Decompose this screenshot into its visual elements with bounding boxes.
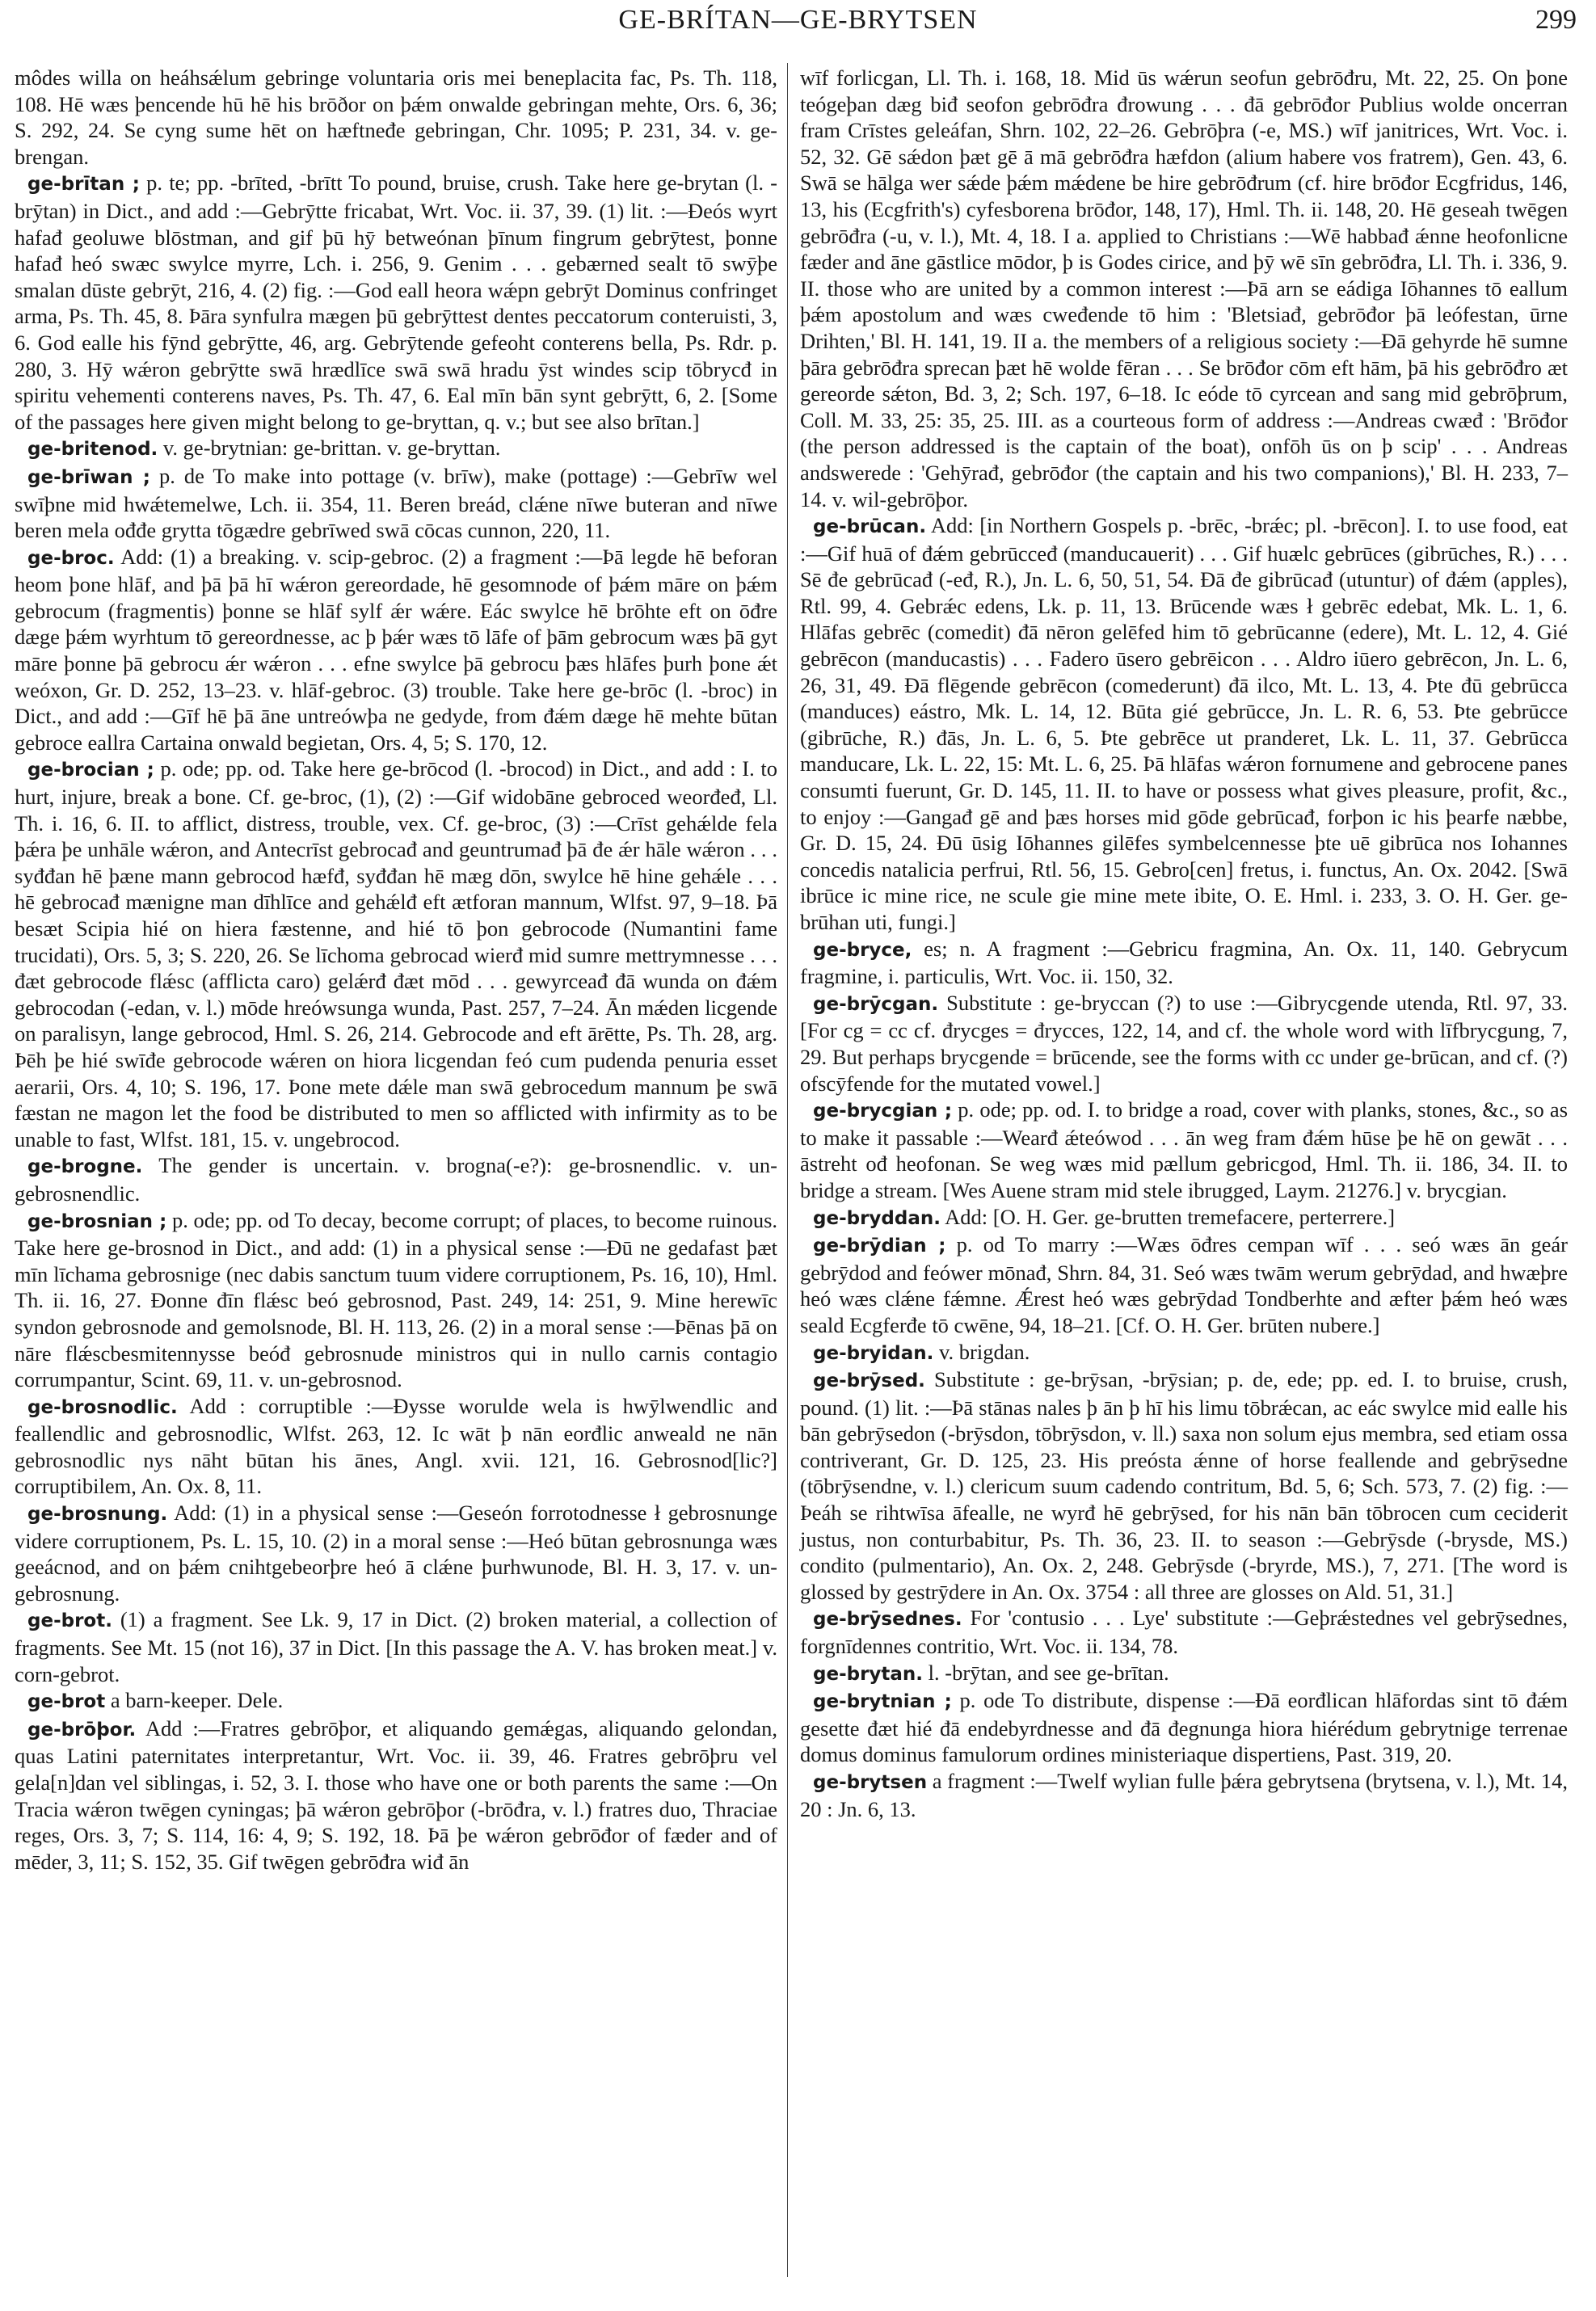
entry-headword: ge-brocian ; (27, 760, 154, 781)
column-divider (787, 63, 788, 2277)
dictionary-entry (800, 1231, 1568, 1338)
entry-headword: ge-brītan ; (27, 174, 140, 196)
right-column (800, 65, 1568, 1822)
dictionary-entry (800, 1768, 1568, 1822)
dictionary-entry (800, 1605, 1568, 1659)
entry-text: v. brigdan. (939, 1339, 1030, 1364)
entry-headword: ge-brogne. (27, 1156, 143, 1178)
dictionary-entry (15, 1687, 777, 1715)
entry-headword: ge-brīwan ; (27, 466, 151, 488)
entry-headword: ge-brosnodlic. (27, 1396, 178, 1418)
entry-headword: ge-brosnung. (27, 1504, 168, 1526)
entry-headword: ge-brytsen (813, 1772, 928, 1793)
dictionary-entry (800, 1204, 1568, 1232)
running-title: GE-BRÍTAN—GE-BRYTSEN (618, 5, 978, 35)
entry-text: Substitute : ge-bryccan (?) to use :—Gibrycgende utenda, Rtl. 97, 33. [For cg = cc cf. đrycges = đrycces, 122, 14, and cf. the whole word with līfbrycgung, 7, 29. But perhaps brycgende = brūcende, see the forms with cc under ge-brūcan, and cf. (?) ofscȳfende for the mutated vowel.] (800, 990, 1569, 1096)
entry-text: Add : corruptible :—Ðysse worulde wela is hwȳlwendlic and feallendlic and gebrosnodlic, Wlfst. 263, 12. Ic wāt þ nān eorđlic anweald ne nān gebrosnodlic nys nāht būtan his ānes, Angl. xvii. 121, 16. Gebrosnod[lic?] corruptibilem, An. Ox. 8, 11. (15, 1393, 777, 1499)
dictionary-entry (800, 1687, 1568, 1768)
entry-headword: ge-brot. (27, 1610, 112, 1632)
entry-headword: ge-brycgian ; (813, 1101, 953, 1122)
entry-text: p. de To make into pottage (v. brīw), make (pottage) :—Gebrīw wel swīþne mid hwǽtemelwe, Lch. ii. 354, 11. Beren breád, clǽne nīwe buteran and nīwe beren mela ođđe grytta tōgædre gebrīwed swā cōcas cunnon, 220, 11. (15, 463, 778, 543)
entry-headword: ge-brȳsed. (813, 1370, 925, 1392)
dictionary-entry (15, 1715, 777, 1875)
dictionary-entry (15, 1500, 777, 1606)
dictionary-entry (15, 544, 777, 756)
entry-text: The gender is uncertain. v. brogna(-e?): ge-brosnendlic. v. un-gebrosnendlic. (15, 1153, 777, 1206)
dictionary-entry (15, 1152, 777, 1206)
entry-headword: ge-brȳsednes. (813, 1609, 962, 1631)
page-number: 299 (1535, 5, 1577, 35)
entry-text: môdes willa on heáhsǽlum gebringe voluntaria oris mei beneplacita fac, Ps. Th. 118, 108. Hē wæs þencende hū hē his brōðor on þǽm onwalde gebringan mehte, Ors. 6, 36; S. 292, 24. Se cyng sume hēt on hæftneđe gebringan, Chr. 1095; P. 231, 34. v. ge-brengan. (15, 65, 777, 169)
entry-text: wīf forlicgan, Ll. Th. i. 168, 18. Mid ūs wǽrun seofun gebrōđru, Mt. 22, 25. On þone teógeþan dæg biđ seofon gebrōđra đrowung . . . đā gebrōđor Publius wolde oncerran fram Crīstes geleáfan, Shrn. 102, 22–26. Gebrōþra (-e, MS.) wīf janitrices, Wrt. Voc. i. 52, 32. Gē sǽdon þæt gē ā mā gebrōđra hæfdon (alium habere vos fratrem), Gen. 43, 6. Swā se hālga wer sǽde þǽm mǽdene be hire gebrōđrum (cf. hire brōđor Ecgfridus, 146, 13, his (Ecgfrith's) cyfesborena brōđor, 148, 17), Hml. Th. ii. 148, 20. Hē geseah twēgen gebrōđra (-u, v. l.), Mt. 4, 18. I a. applied to Christians :—Wē habbađ ǽnne heofonlicne fæder and āne gāstlice mōdor, þ is Godes cirice, and þȳ wē sīn gebrōđra, Ll. Th. i. 336, 9. II. those who are united by a common interest :—Þā arn se eádiga Iōhannes tō eallum þǽm apostolum and wæs cweđende tō him : 'Bletsiađ, gebrōđor þā leófestan, ūrne Drihten,' Bl. H. 141, 19. II a. the members of a religious society :—Đā gehyrde hē sumne þāra gebrōđra sprecan þæt hē wolde fēran . . . Se brōđor cōm eft hām, þā his gebrōđro æt gereorde sǽton, Bd. 3, 2; Sch. 197, 6–18. Ic eóde tō cyrcean and sang mid gebrōþrum, Coll. M. 33, 25: 35, 25. III. as a courteous form of address :—Andreas cwæđ : 'Brōđor (the person addressed is the captain of the boat), onfōh ūs on þ scip' . . . Andreas andswerede : 'Gehȳrađ, gebrōđor (the captain and his two companions),' Bl. H. 233, 7–14. v. wil-gebrōþor. (800, 65, 1568, 511)
entry-text: p. od To marry :—Wæs ōđres cempan wīf . . . seó wæs ān geár gebrȳdod and feówer mōnađ, Shrn. 84, 31. Seó wæs twām werum gebrȳdad, and hwæþre heó wæs clǽne fǽmne. Ǽrest heó wæs gebrȳdad Tondberhte and æfter þǽm heó wæs seald Ecgferđe tō cwēne, 94, 18–21. [Cf. O. H. Ger. brūten nubere.] (800, 1232, 1569, 1337)
entry-text: Add: (1) in a physical sense :—Geseón forrotodnesse ł gebrosnunge videre corruptionem, Ps. L. 15, 10. (2) in a moral sense :—Heó būtan gebrosnunga wæs geeácnod, and on þǽm cnihtgebeorþre heó ā clǽne þurhwunode, Bl. H. 3, 17. v. un-gebrosnung. (15, 1501, 777, 1606)
dictionary-entry (15, 756, 777, 1152)
dictionary-entry (15, 170, 777, 435)
entry-headword: ge-brot (27, 1691, 106, 1713)
entry-text: Add: [O. H. Ger. ge-brutten tremefacere, perterrere.] (945, 1204, 1396, 1229)
entry-headword: ge-brosnian ; (27, 1210, 167, 1232)
entry-text: p. te; pp. -brīted, -brītt To pound, bruise, crush. Take here ge-brytan (l. -brȳtan) in Dict., and add :—Gebrȳtte fricabat, Wrt. Voc. ii. 37, 39. (1) lit. :—Ðeós wyrt hafađ geoluwe blōstman, and gif þū hȳ betweónan þīnum fingrum gebrȳtest, þonne hafađ heó swæc swylce myrre, Lch. i. 256, 9. Genim . . . gebærned sealt tō swȳþe smalan dūste gebrȳt, 216, 4. (2) fig. :—God eall heora wǽpn gebrȳt Dominus confringet arma, Ps. Th. 45, 8. Þāra synfulra mægen þū gebrȳttest dentes peccatorum conteruisti, 3, 6. God ealle his fȳnd gebrȳtte, 46, arg. Gebrȳtende gefeoht conterens bella, Ps. Rdr. p. 280, 3. Hȳ wǽron gebrȳtte swā hrædlīce swā swā hradu ȳst windes scip tōbrycđ in spiritu vehementi conterens naves, Ps. Th. 47, 6. Eal mīn bān synt gebrȳtt, 6, 2. [Some of the passages here given might belong to ge-bryttan, q. v.; but see also brītan.] (15, 170, 777, 434)
entry-headword: ge-brūcan. (813, 516, 927, 538)
dictionary-entry (15, 1207, 777, 1393)
entry-text: Add: [in Northern Gospels p. -brēc, -brǽc; pl. -brēcon]. I. to use food, eat :—Gif huā of đǽm gebrūcceđ (manducauerit) . . . Gif huælc gebrūces (gibrūches, R.) . . . Sē đe gebrūcađ (-eđ, R.), Jn. L. 6, 50, 51, 54. Đā đe gibrūcađ (utuntur) of đǽm (apples), Rtl. 99, 4. Gebrǽc edens, Lk. p. 11, 13. Brūcende wæs ł gebrēc edebat, Mk. L. 1, 6. Hlāfas gebrēc (comedit) đā nēron gelēfed him tō gebrūcanne (edere), Mt. L. 12, 4. Gié gebrēcon (manducastis) . . . Fadero ūsero gebrēicon . . . Aldro iūero gebrēcon, Jn. L. 6, 26, 31, 49. Đā flēgende gebrēcon (comederunt) đā ilco, Mt. L. 13, 4. Þte đū gebrūcca (manduces) eástro, Mk. L. 14, 12. Būta gié gebrūcce, Jn. L. R. 6, 53. Þte gebrūcce (gibrūche, R.) đās, Jn. L. 6, 5. Þte gebrēce ut pranderet, Lk. L. 11, 37. Gebrūcca manducare, Lk. L. 22, 15: Mt. L. 6, 25. Þā hlāfas wǽron fornumene and gebrocene panes consumti fuerunt, Gr. D. 145, 11. II. to have or possess what gives pleasure, profit, &c., to enjoy :—Gangađ gē and þæs horses mid gōde gebrūcađ, forþon ic his þearfe næbbe, Gr. D. 15, 24. Đū ūsig Iōhannes gilēfes symbelcennesse þte uē gibrūca nos Iohannes concedis natalicia perfrui, Rtl. 56, 15. Gebro[cen] fretus, i. functus, An. Ox. 2042. [Swā ibrūce ic mine rice, ne scule gie mine mete ibite, O. E. Hml. i. 233, 3. O. H. Ger. ge-brūhan uti, fungi.] (800, 513, 1568, 934)
entry-text: Substitute : ge-brȳsan, -brȳsian; p. de, ede; pp. ed. I. to bruise, crush, pound. (1) lit. :—Þā stānas nales þ ān þ hī his limu tōbrǽcan, ac eác swylce mid ealle his bān gebrȳsedon (-brȳsdon, tōbrȳsdon, v. ll.) saxa non solum ejus membra, sed etiam ossa contriverant, Gr. D. 125, 23. His preósta ǽnne of horse feallende and gebrȳsedne (tōbrȳsendne, v. l.) clericum suum cadendo contritum, Bd. 5, 6; Sch. 573, 7. (2) fig. :—Þeáh se rihtwīsa āfealle, ne wyrđ hē gebrȳsed, for his nān bān tōbrocen cum ceciderit justus, non conturbabitur, Ps. Th. 36, 23. II. to season :—Gebrȳsde (-brysde, MS.) condito (pulmentario), An. Ox. 2, 248. Gebrȳsde (-bryrde, MS.), 7, 271. [The word is glossed by gestrȳdere in An. Ox. 3754 : all three are glosses on Ald. 51, 31.] (800, 1367, 1569, 1604)
entry-text: a barn-keeper. Dele. (110, 1688, 284, 1713)
entry-text: l. -brȳtan, and see ge-brītan. (928, 1660, 1169, 1685)
entry-text: Add :—Fratres gebrōþor, et aliquando gemǽgas, aliquando gelondan, quas Latini paternitates interpretantur, Wrt. Voc. ii. 39, 46. Fratres gebrōþru vel gela[n]dan vel siblingas, i. 52, 3. I. those who have one or both parents the same :—On Tracia wǽron twēgen cyningas; þā wǽron gebrōþor (-brōđra, v. l.) fratres duo, Thraciae reges, Ors. 3, 7; S. 114, 16: 4, 9; S. 192, 18. Þā þe wǽron gebrōđor of fæder and of mēder, 3, 11; S. 152, 35. Gif twēgen gebrōđra wiđ ān (15, 1715, 777, 1874)
entry-headword: ge-brytan. (813, 1663, 924, 1685)
entry-text: (1) a fragment. See Lk. 9, 17 in Dict. (2) broken material, a collection of fragments. See Mt. 15 (not 16), 37 in Dict. [In this passage the A. V. has broken meat.] v. corn-gebrot. (15, 1607, 777, 1686)
entry-headword: ge-bryidan. (813, 1342, 934, 1364)
entry-text: For 'contusio . . . Lye' substitute :—Geþrǽstednes vel gebrȳsednes, forgnīdennes contritio, Wrt. Voc. ii. 134, 78. (800, 1606, 1569, 1659)
dictionary-entry (800, 65, 1568, 512)
dictionary-entry (15, 463, 777, 544)
entry-text: a fragment :—Twelf wylian fulle þǽra gebrytsena (brytsena, v. l.), Mt. 14, 20 : Jn. 6, 13. (800, 1769, 1569, 1821)
entry-text: p. ode To distribute, dispense :—Đā eorđlican hlāfordas sint tō đǽm gesette đæt hié đā endebyrdnesse and đā đegnunga hiora hiérédum gebrytnige terrenae domus dominus famulorum ordines ministeriaque dispertiens, Past. 319, 20. (800, 1688, 1568, 1767)
entry-text: Add: (1) a breaking. v. scip-gebroc. (2) a fragment :—Þā legde hē beforan heom þone hlāf, and þā þā hī wǽron gereordade, hē gesomnode of þǽm māre on þǽm gebrocum (fragmentis) þonne se hlāf sylf ǽr wǽre. Eác swylce hē brōhte eft on ōđre dæge þǽm wyrhtum tō gereordnesse, ac þ þǽr wæs tō lāfe of þām gebrocum wæs þā gyt māre þonne þā gebrocu ǽr wǽron . . . efne swylce þā gebrocu þæs hlāfes þurh þone ǽt weóxon, Gr. D. 252, 13–23. v. hlāf-gebroc. (3) trouble. Take here ge-brōc (l. -broc) in Dict., and add :—Gīf hē þā āne untreówþa ne gedyde, from đǽm dæge hē mehte būtan gebroce eallra Cartaina onwald begietan, Ors. 4, 5; S. 170, 12. (15, 544, 777, 755)
dictionary-entry (15, 435, 777, 463)
entry-headword: ge-britenod. (27, 439, 158, 461)
dictionary-entry (800, 1097, 1568, 1203)
entry-headword: ge-brytnian ; (813, 1691, 952, 1713)
entry-text: p. ode; pp. od To decay, become corrupt; of places, to become ruinous. Take here ge-brosnod in Dict., and add: (1) in a physical sense :—Đū ne gedafast þæt mīn līchama gebrosnige (nec dabis sanctum tuum videre corruptionem, Ps. 16, 10), Hml. Th. ii. 16, 27. Ðonne đīn flǽsc beó gebrosnod, Past. 249, 14: 251, 9. Mine herewīc syndon gebrosnode and gemolsnode, Bl. H. 113, 26. (2) in a moral sense :—Þēnas þā on nāre flǽscbesmitennysse beóđ gebrosnude ministros qui in nullo carnis contagio corrumpantur, Scint. 69, 11. v. un-gebrosnod. (15, 1207, 778, 1392)
entry-headword: ge-brȳdian ; (813, 1235, 946, 1257)
entry-headword: ge-bryce, (813, 939, 912, 961)
entry-text: p. ode; pp. od. Take here ge-brōcod (l. -brocod) in Dict., and add : I. to hurt, injure, break a bone. Cf. ge-broc, (1), (2) :—Gif widobāne gebroced weorđeđ, Ll. Th. i. 16, 6. II. to afflict, distress, trouble, vex. Cf. ge-broc, (3) :—Crīst gehǽlde fela þǽra þe unhāle wǽron, and Antecrīst gebrocađ and geuntrumađ þā đe ǽr hāle wǽron . . . syđđan hē þæne mann gebrocod hæfđ, syđđan hē mæg dōn, swylce hē hine gehǽle . . . hē gebrocađ mænigne man dīhlīce and gehǽlđ eft ætforan mannum, Wlfst. 97, 9–18. Þā besæt Scipia hié on hiera fæstenne, and hié tō þon gebrocode (Numantini fame trucidati), Ors. 5, 3; S. 220, 26. Se līchoma gebrocad wierđ mid sumre mettrymnesse . . . đæt gebrocode flǽsc (afflicta caro) gelǽrđ đæt mōd . . . gewyrceađ đā wunda on đǽm gebrocodan (-edan, v. l.) mōde hreówsunga wunda, Past. 257, 7–24. Ān mǽden licgende on paralisyn, lange gebrocod, Hml. S. 26, 214. Gebrocode and eft ārētte, Ps. Th. 28, arg. Þēh þe hié swīđe gebrocode wǽren on hiora licgendan feó cum pudenda penuria esset aerarii, Ors. 4, 10; S. 196, 17. Þone mete dǽle man swā gebrocedum mannum þe swā fæstan ne magon let the food be distributed to men so afflicted with infirmity as to be unable to fast, Wlfst. 181, 15. v. ungebrocod. (15, 756, 777, 1151)
dictionary-entry (800, 1660, 1568, 1688)
dictionary-entry (15, 65, 777, 170)
entry-headword: ge-bryddan. (813, 1207, 941, 1229)
entry-text: p. ode; pp. od. I. to bridge a road, cover with planks, stones, &c., so as to make it passable :—Wearđ ǽteówod . . . ān weg fram đǽm hūse þe hē on gewāt . . . āstreht ođ heofonan. Se weg wæs mid pællum gebricgod, Hml. Th. ii. 186, 34. II. to bridge a stream. [Wes Auene stram mid stele ibrugged, Laym. 21276.] v. brycgian. (800, 1097, 1569, 1202)
dictionary-entry (800, 1366, 1568, 1605)
entry-text: es; n. A fragment :—Gebricu fragmina, An. Ox. 11, 140. Gebrycum fragmine, i. particulis, Wrt. Voc. ii. 150, 32. (800, 936, 1568, 989)
entry-headword: ge-broc. (27, 547, 115, 569)
dictionary-entry (800, 990, 1568, 1097)
entry-headword: ge-brȳcgan. (813, 993, 939, 1015)
dictionary-entry (15, 1393, 777, 1500)
dictionary-entry (800, 936, 1568, 990)
dictionary-entry (15, 1606, 777, 1687)
entry-text: v. ge-brytnian: ge-brittan. v. ge-bryttan. (162, 436, 501, 461)
left-column (15, 65, 777, 1875)
dictionary-entry (800, 1339, 1568, 1367)
dictionary-entry (800, 512, 1568, 936)
entry-headword: ge-brōþor. (27, 1719, 137, 1741)
running-header (15, 5, 1581, 40)
